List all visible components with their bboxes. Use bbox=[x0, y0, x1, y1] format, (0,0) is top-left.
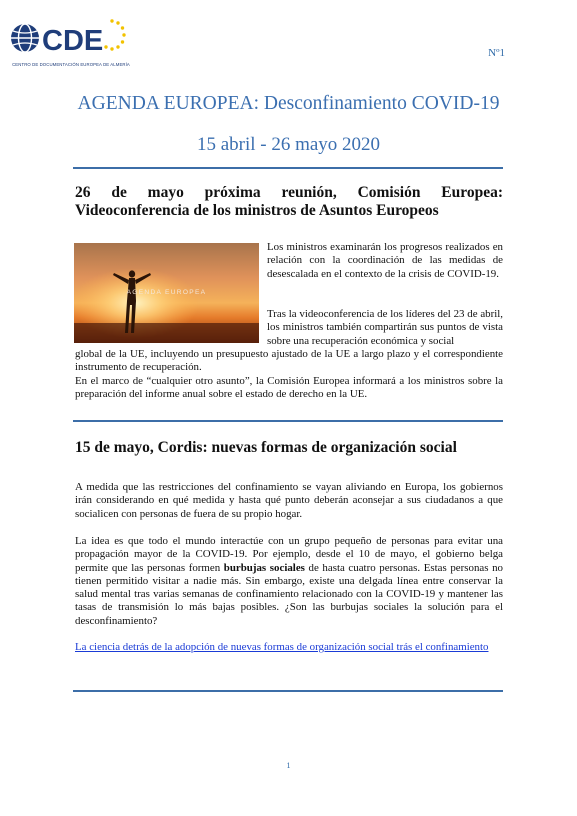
article-1-paragraph-2b: global de la UE, incluyendo un presupuesto ajustado de la UE a largo plazo y el correspondiente instrumento de recuperación. bbox=[75, 348, 503, 374]
cde-logo-mark bbox=[8, 16, 134, 62]
logo-letters: CDE bbox=[42, 25, 104, 57]
logo-caption: CENTRO DE DOCUMENTACIÓN EUROPEA DE ALMERÍA bbox=[12, 62, 130, 67]
article-1-image bbox=[74, 243, 259, 343]
article-2-paragraph-2-text-a: La idea es que todo el mundo interactúe con un grupo pequeño de personas para evitar una propagación mayor de la COVID-19. Por ejemplo, desde el 10 de mayo, el gobierno belga permite que las personas formen bbox=[75, 535, 503, 574]
page-subtitle: 15 abril - 26 mayo 2020 bbox=[196, 134, 381, 155]
article-2-source-link[interactable]: La ciencia detrás de la adopción de nuevas formas de organización social trás el confinamiento bbox=[75, 641, 489, 653]
divider bbox=[73, 167, 503, 169]
social-bubbles-term: burbujas sociales bbox=[223, 561, 305, 574]
article-1-paragraph-3: En el marco de “cualquier otro asunto”, la Comisión Europea informará a los ministros sobre la preparación del informe anual sobre el estado de derecho en la UE. bbox=[75, 375, 503, 401]
article-1-heading: 26 de mayo próxima reunión, Comisión Europea: Videoconferencia de los ministros de Asuntos Europeos bbox=[75, 184, 503, 219]
article-1-paragraph-2a: Tras la videoconferencia de los líderes del 23 de abril, los ministros también compartirán sus puntos de vista sobre una recuperación económica y social bbox=[267, 308, 503, 347]
cde-logo bbox=[8, 16, 134, 70]
image-caption-overlay: AGENDA EUROPEA bbox=[126, 289, 207, 296]
page-title: AGENDA EUROPEA: Desconfinamiento COVID-19 bbox=[77, 93, 500, 114]
article-2-paragraph-2 bbox=[75, 535, 503, 628]
footer-page-number: 1 bbox=[286, 761, 291, 770]
eu-stars-icon bbox=[104, 19, 125, 50]
article-2-paragraph-1: A medida que las restricciones del confinamiento se vayan aliviando en Europa, los gobiernos irán considerando en qué medida y hasta qué punto deberán aconsejar a sus ciudadanos a que socialicen con personas de fuera de su propio hogar. bbox=[75, 481, 503, 520]
divider bbox=[73, 690, 503, 692]
article-1-paragraph-1: Los ministros examinarán los progresos realizados en relación con la coordinación de las medidas de desescalada en el contexto de la crisis de COVID-19. bbox=[267, 241, 503, 280]
globe-icon bbox=[11, 24, 39, 52]
issue-number: Nº1 bbox=[488, 47, 505, 59]
article-2-heading: 15 de mayo, Cordis: nuevas formas de organización social bbox=[75, 439, 457, 456]
divider bbox=[73, 420, 503, 422]
article-2-paragraph-2-text-b: de hasta cuatro personas. Estas personas no tienen permitido visitar a nadie más. Sin embargo, existe una delgada línea entre conservar la salud mental tras varias semanas de confinamiento relacionado con la COVID-19 y mantener las tasas de transmisión lo más bajas posibles. ¿Son las burbujas sociales la solución para el desconfinamiento? bbox=[75, 561, 503, 627]
